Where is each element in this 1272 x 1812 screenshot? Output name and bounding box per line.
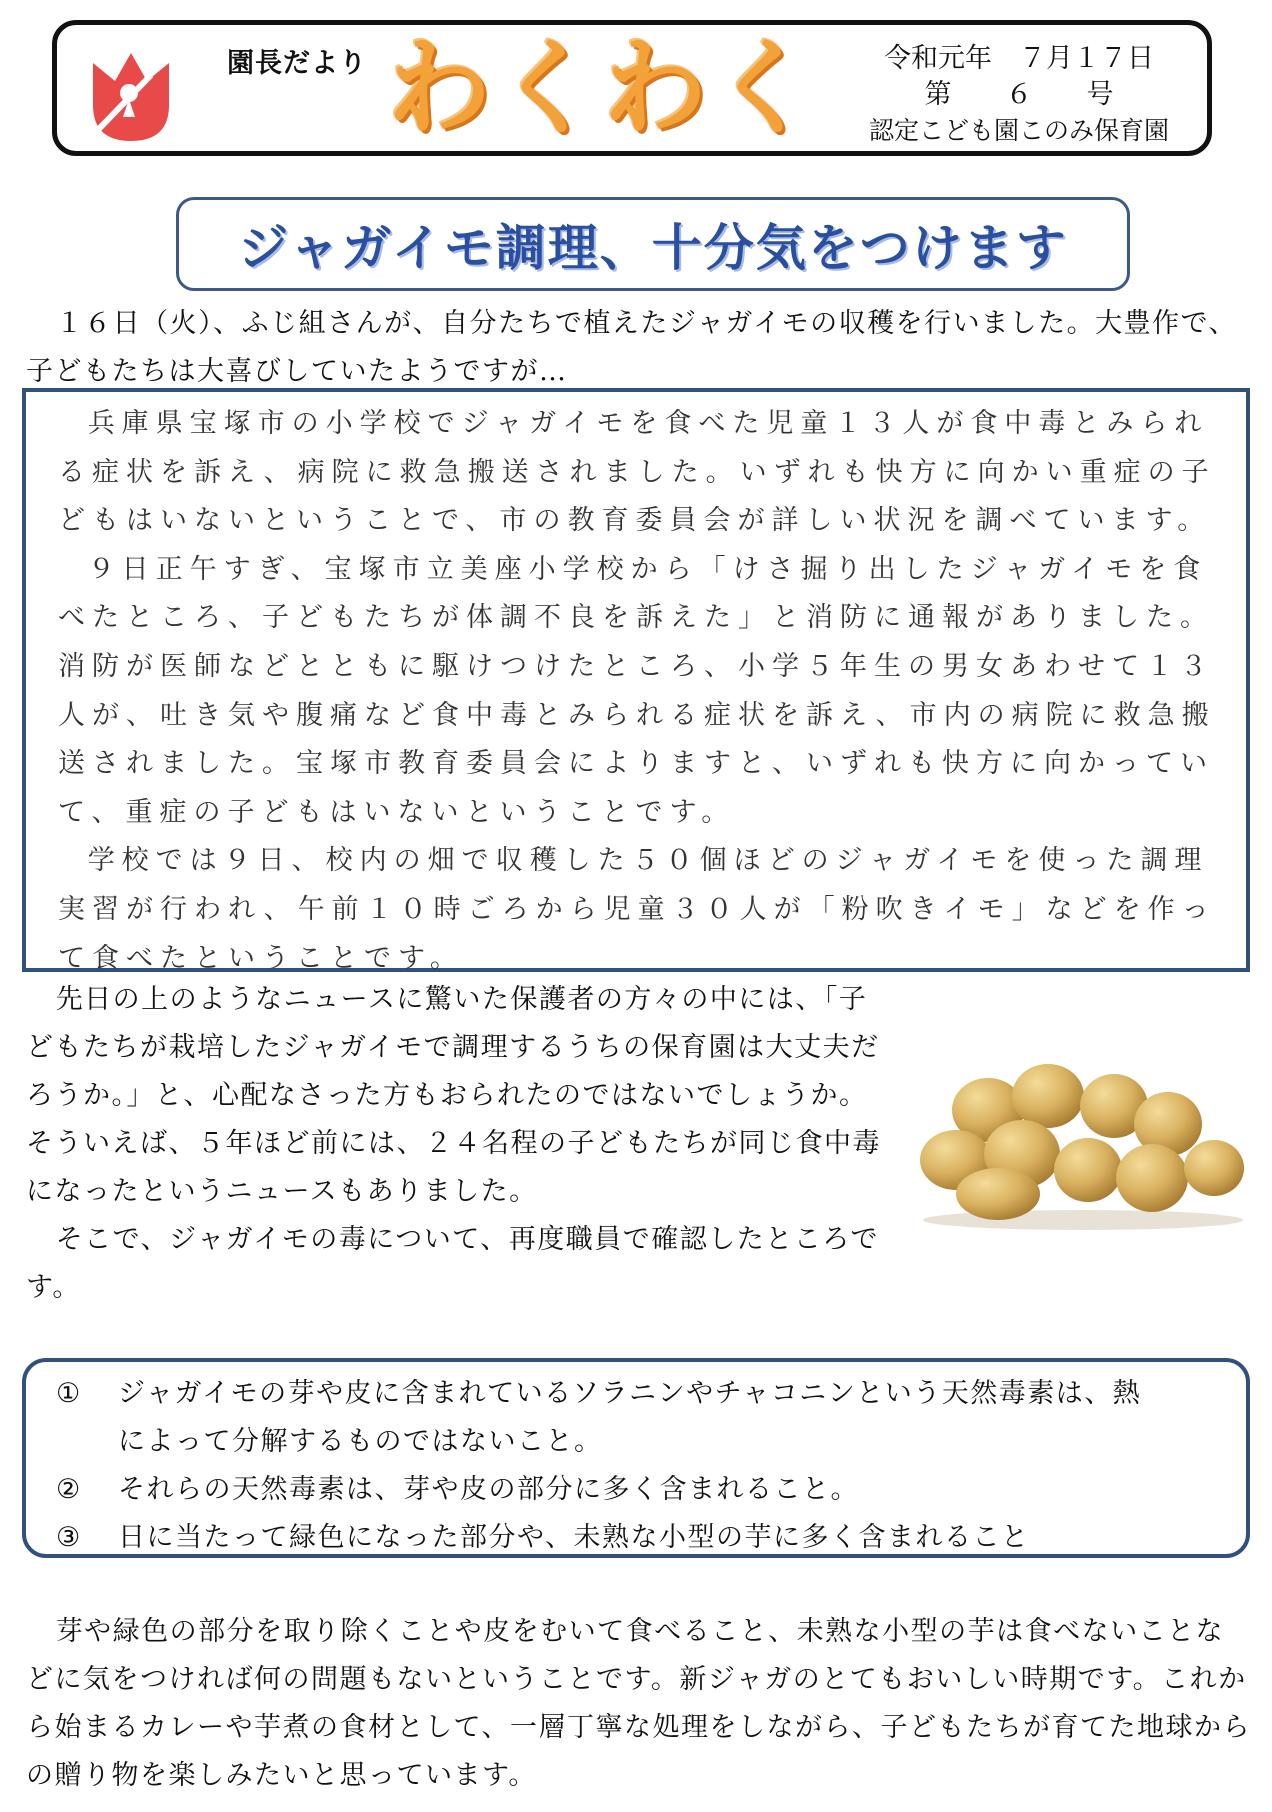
closing-text: 芽や緑色の部分を取り除くことや皮をむいて食べること、未熟な小型の芋は食べないことなどに気をつければ何の問題もないということです。新ジャガのとてもおいしい時期です。これから始まるカレーや芋煮の食材として、一層丁寧な処理をしながら、子どもたちが育てた地球からの贈り物を楽しみたいと思っています。 xyxy=(26,1616,1251,1791)
news-paragraph: 学校では９日、校内の畑で収穫した５０個ほどのジャガイモを使った調理実習が行われ、午前１０時ごろから児童３０人が「粉吹きイモ」などを作って食べたということです。 xyxy=(58,845,1216,974)
column-label: 園長だより xyxy=(227,48,367,79)
issue-number: 第 ６ 号 xyxy=(924,79,1114,110)
news-quote-box xyxy=(22,388,1250,972)
item-number: ② xyxy=(56,1474,82,1505)
item-text: それらの天然毒素は、芽や皮の部分に多く含まれること。 xyxy=(118,1474,859,1505)
closing-paragraph xyxy=(26,1608,1252,1800)
newsletter-header xyxy=(52,20,1212,156)
list-item xyxy=(56,1466,1226,1514)
news-quote-text xyxy=(58,400,1228,983)
organization-name: 認定こども園このみ保育園 xyxy=(868,116,1169,145)
article-title-box xyxy=(176,197,1130,291)
key-points-list xyxy=(56,1370,1226,1562)
item-number: ③ xyxy=(56,1522,82,1553)
item-text: 日に当たって緑色になった部分や、未熟な小型の芋に多く含まれること xyxy=(118,1522,1030,1553)
list-item xyxy=(56,1514,1226,1562)
news-paragraph: ９日正午すぎ、宝塚市立美座小学校から「けさ掘り出したジャガイモを食べたところ、子どもたちが体調不良を訴えた」と消防に通報がありました。消防が医師などとともに駆けつけたところ、小学５年生の男女あわせて１３人が、吐き気や腹痛など食中毒とみられる症状を訴え、市内の病院に救急搬送されました。宝塚市教育委員会によりますと、いずれも快方に向かっていて、重症の子どもはいないということです。 xyxy=(58,553,1216,828)
item-text-continued: によって分解するものではないこと。 xyxy=(118,1426,603,1457)
issue-info xyxy=(839,41,1199,149)
reaction-section xyxy=(26,976,886,1312)
item-text: ジャガイモの芽や皮に含まれているソラニンやチャコニンという天然毒素は、熱 xyxy=(118,1378,1142,1409)
confirmation-paragraph: そこで、ジャガイモの毒について、再度職員で確認したところです。 xyxy=(26,1224,879,1303)
reaction-paragraph: 先日の上のようなニュースに驚いた保護者の方々の中には、「子どもたちが栽培したジャガイモで調理するうちの保育園は大丈夫だろうか。」と、心配なさった方もおられたのではないでしょうか。そういえば、５年ほど前には、２４名程の子どもたちが同じ食中毒になったというニュースもありました。 xyxy=(26,984,881,1207)
potatoes-image xyxy=(918,1060,1248,1230)
item-number: ① xyxy=(56,1378,82,1409)
newsletter-title: わくわく xyxy=(387,27,820,149)
issue-date: 令和元年 ７月１７日 xyxy=(884,43,1154,74)
intro-text: １６日（火）、ふじ組さんが、自分たちで植えたジャガイモの収穫を行いました。大豊作で、子どもたちは大喜びしていたようですが… xyxy=(26,308,1238,387)
tulip-logo-icon xyxy=(85,47,177,147)
article-title: ジャガイモ調理、十分気をつけます xyxy=(238,219,1068,277)
key-points-box xyxy=(22,1358,1250,1558)
intro-paragraph xyxy=(26,300,1250,396)
list-item xyxy=(56,1370,1226,1418)
news-paragraph: 兵庫県宝塚市の小学校でジャガイモを食べた児童１３人が食中毒とみられる症状を訴え、病院に救急搬送されました。いずれも快方に向かい重症の子どもはいないということで、市の教育委員会が詳しい状況を調べています。 xyxy=(58,408,1216,537)
